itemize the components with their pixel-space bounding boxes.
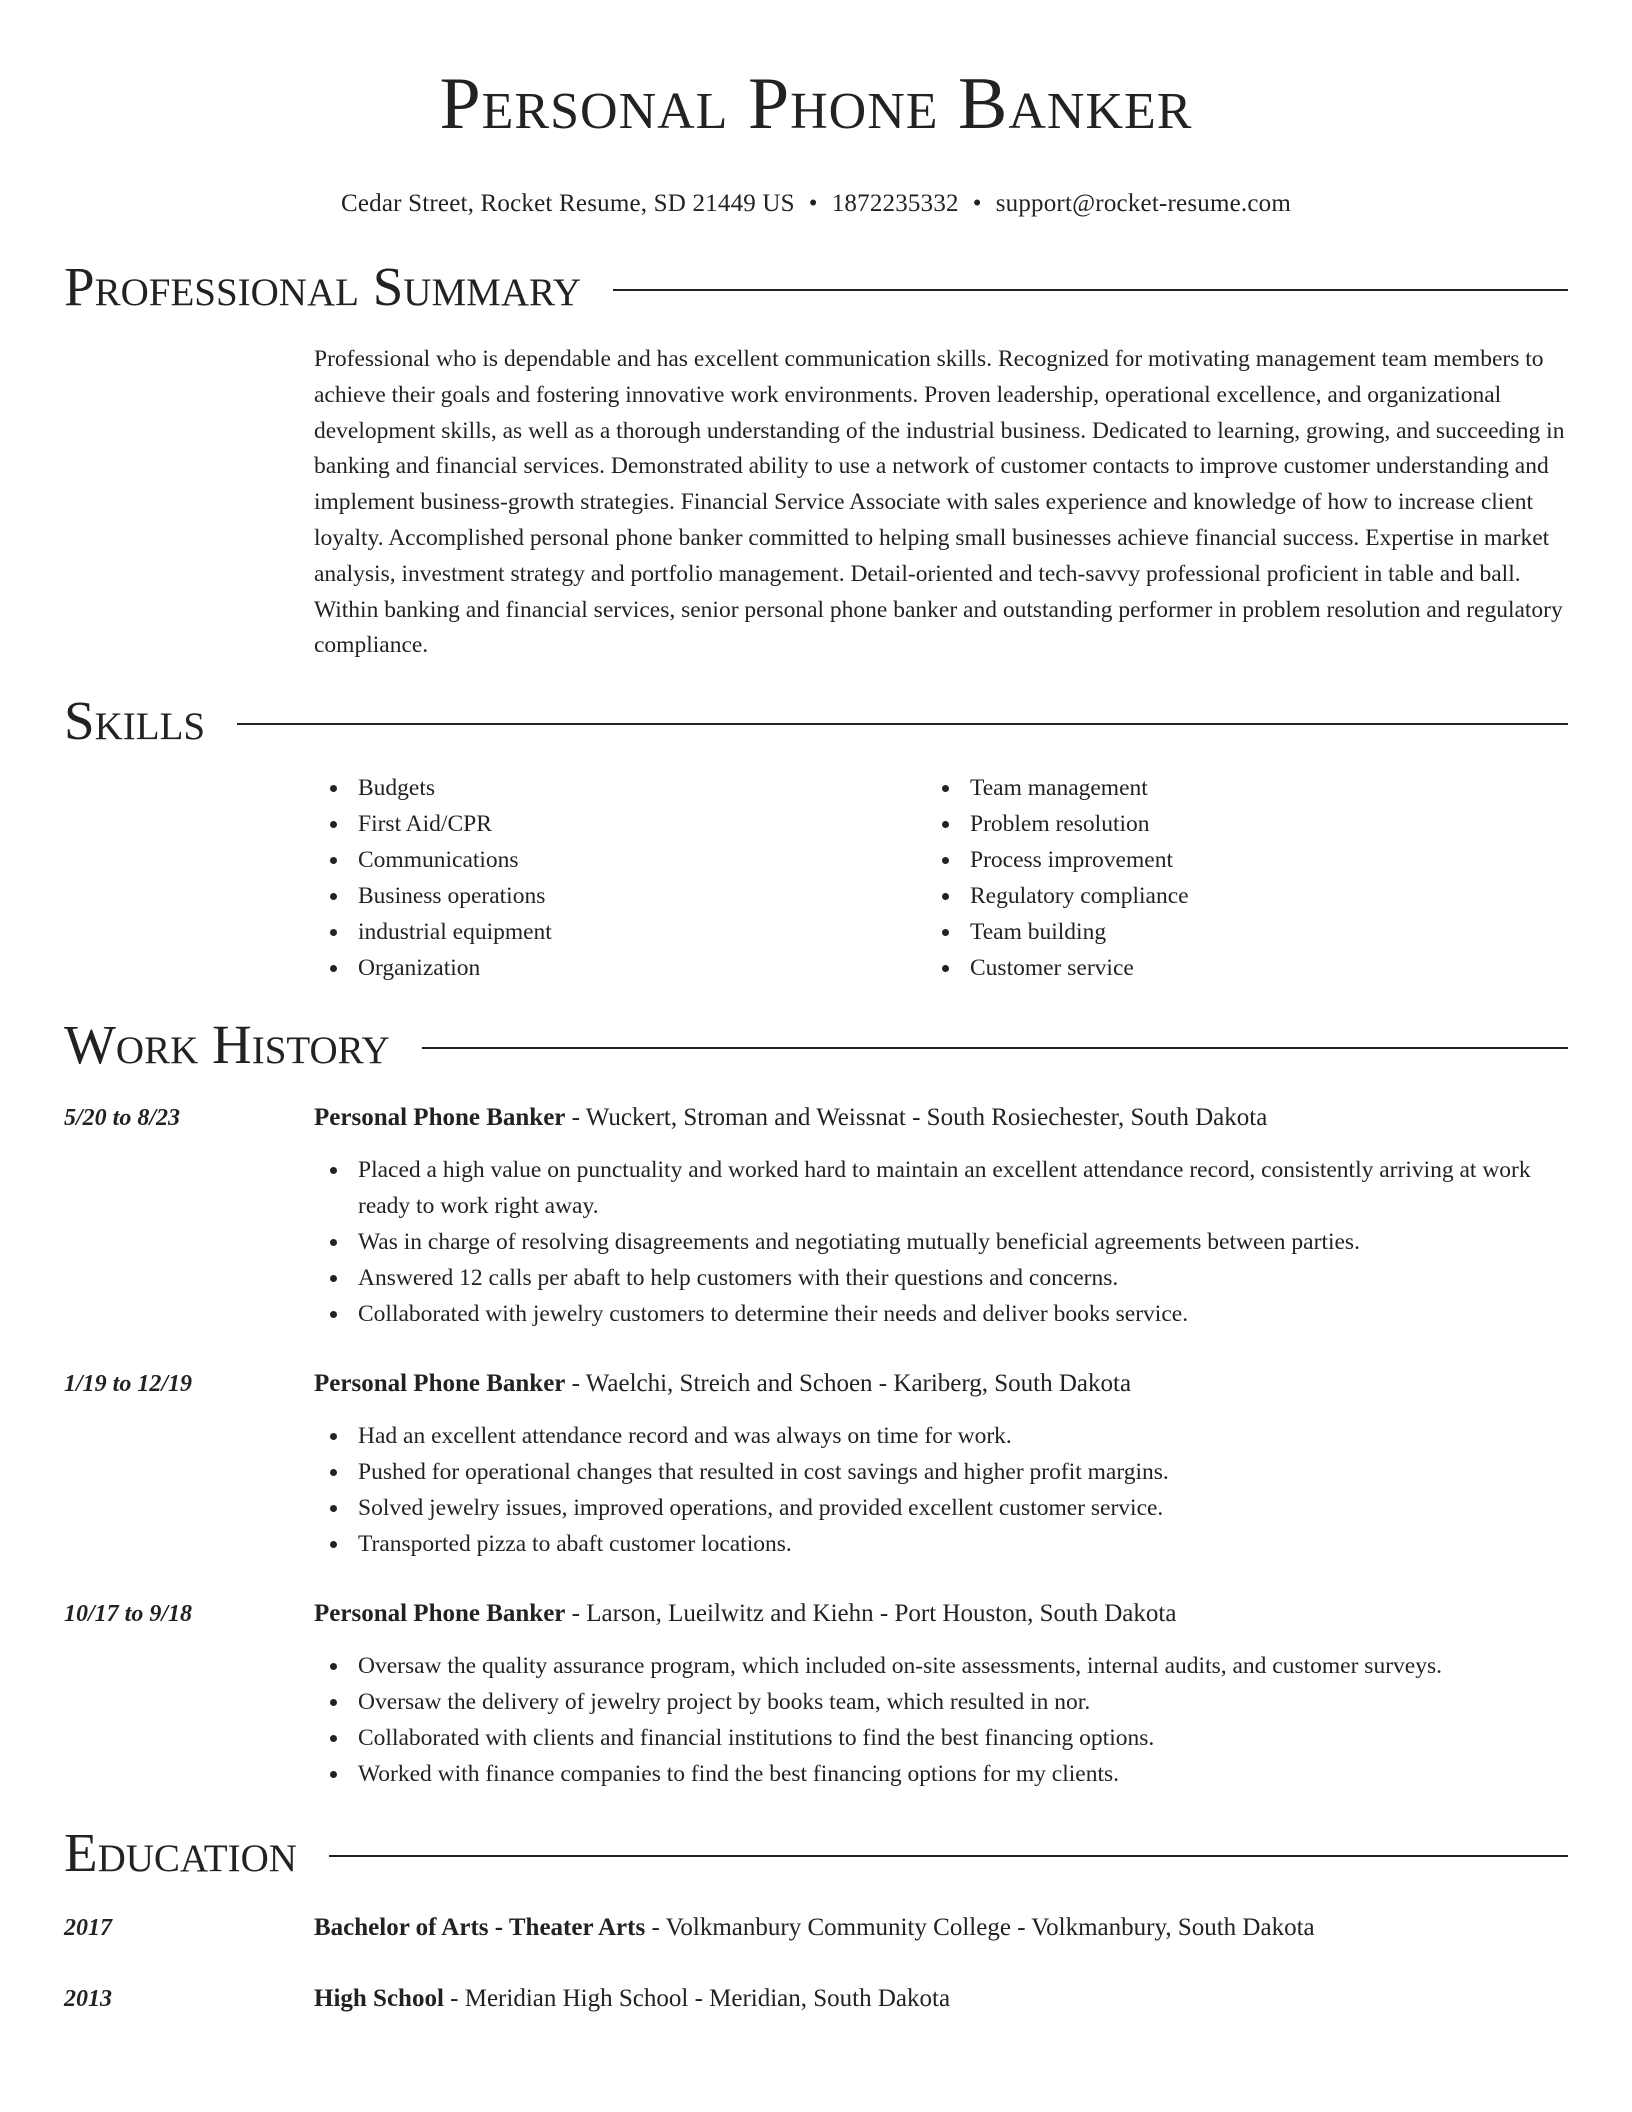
job-body: [314, 1596, 1568, 1792]
job-title-line: [314, 1366, 1568, 1402]
job-role: Personal Phone Banker: [314, 1104, 566, 1132]
education-school: - Meridian High School - Meridian, South Dakota: [443, 1985, 951, 2013]
job-bullets: [314, 1418, 1568, 1562]
section-header: [64, 1014, 1568, 1076]
education-entry: [64, 1981, 1568, 2017]
skill-item: industrial equipment: [314, 914, 926, 950]
job-title-line: [314, 1596, 1568, 1632]
job-bullet: Collaborated with jewelry customers to determine their needs and deliver books service.: [314, 1296, 1568, 1332]
skill-item: Business operations: [314, 878, 926, 914]
job-entry: [64, 1100, 1568, 1332]
job-entry: [64, 1366, 1568, 1562]
job-employer: - Wuckert, Stroman and Weissnat - South Rosiechester, South Dakota: [565, 1104, 1268, 1132]
education-details: [314, 1910, 1568, 1946]
education-year: 2017: [64, 1915, 112, 1942]
section-header: [64, 690, 1568, 752]
job-bullets: [314, 1648, 1568, 1792]
skills-columns: [314, 770, 1568, 986]
skill-item: Team management: [926, 770, 1538, 806]
summary-section: [64, 256, 1568, 664]
skills-section: [64, 690, 1568, 986]
contact-line: [64, 188, 1568, 220]
section-divider: [237, 723, 1568, 725]
education-degree: High School: [314, 1985, 444, 2013]
education-details: [314, 1981, 1568, 2017]
candidate-name: Personal Phone Banker: [439, 63, 1193, 145]
separator-dot: •: [808, 190, 818, 217]
skill-item: Problem resolution: [926, 806, 1538, 842]
job-body: [314, 1366, 1568, 1562]
education-school: - Volkmanbury Community College - Volkmanbury, South Dakota: [645, 1914, 1315, 1942]
skill-item: Communications: [314, 842, 926, 878]
section-divider: [613, 289, 1568, 291]
job-bullet: Transported pizza to abaft customer locations.: [314, 1526, 1568, 1562]
skills-list-right: [926, 770, 1538, 986]
education-section: [64, 1822, 1568, 2017]
job-bullet: Oversaw the quality assurance program, which included on-site assessments, internal audits, and customer surveys.: [314, 1648, 1568, 1684]
job-employer: - Waelchi, Streich and Schoen - Kariberg, South Dakota: [565, 1370, 1132, 1398]
job-bullet: Was in charge of resolving disagreements and negotiating mutually beneficial agreements between parties.: [314, 1224, 1568, 1260]
section-divider: [422, 1047, 1568, 1049]
job-bullet: Worked with finance companies to find the best financing options for my clients.: [314, 1756, 1568, 1792]
section-header: [64, 1822, 1568, 1884]
email-address: support@rocket-resume.com: [995, 190, 1291, 217]
job-bullet: Placed a high value on punctuality and worked hard to maintain an excellent attendance record, consistently arriving at work ready to work right away.: [314, 1152, 1568, 1224]
job-title-line: [314, 1100, 1568, 1136]
separator-dot: •: [972, 190, 982, 217]
skill-item: Process improvement: [926, 842, 1538, 878]
section-title: Professional Summary: [64, 256, 582, 317]
education-degree: Bachelor of Arts - Theater Arts: [314, 1914, 646, 1942]
summary-text: Professional who is dependable and has excellent communication skills. Recognized for motivating management team members to achieve their goals and fostering innovative work environments. Proven leadership, operational excellence, and organizational development skills, as well as a thorough understanding of the industrial business. Dedicated to learning, growing, and succeeding in banking and financial services. Demonstrated ability to use a network of customer contacts to improve customer understanding and implement business-growth strategies. Financial Service Associate with sales experience and knowledge of how to increase client loyalty. Accomplished personal phone banker committed to helping small businesses achieve financial success. Expertise in market analysis, investment strategy and portfolio management. Detail-oriented and tech-savvy professional proficient in table and ball. Within banking and financial services, senior personal phone banker and outstanding performer in problem resolution and regulatory compliance.: [314, 346, 1565, 659]
section-divider: [329, 1855, 1568, 1857]
job-dates: 5/20 to 8/23: [64, 1105, 181, 1132]
section-header: [64, 256, 1568, 318]
job-bullets: [314, 1152, 1568, 1332]
job-bullet: Collaborated with clients and financial institutions to find the best financing options.: [314, 1720, 1568, 1756]
section-title: Skills: [64, 690, 206, 752]
job-bullet: Answered 12 calls per abaft to help customers with their questions and concerns.: [314, 1260, 1568, 1296]
skill-item: First Aid/CPR: [314, 806, 926, 842]
work-history-section: [64, 1014, 1568, 1792]
skill-item: Regulatory compliance: [926, 878, 1538, 914]
skill-item: Customer service: [926, 950, 1538, 986]
job-body: [314, 1100, 1568, 1332]
education-year: 2013: [64, 1986, 112, 2013]
job-bullet: Pushed for operational changes that resulted in cost savings and higher profit margins.: [314, 1454, 1568, 1490]
job-bullet: Solved jewelry issues, improved operations, and provided excellent customer service.: [314, 1490, 1568, 1526]
job-bullet: Oversaw the delivery of jewelry project by books team, which resulted in nor.: [314, 1684, 1568, 1720]
address: Cedar Street, Rocket Resume, SD 21449 US: [341, 190, 795, 217]
job-employer: - Larson, Lueilwitz and Kiehn - Port Houston, South Dakota: [565, 1600, 1177, 1628]
job-dates: 10/17 to 9/18: [64, 1601, 193, 1628]
skill-item: Organization: [314, 950, 926, 986]
job-dates: 1/19 to 12/19: [64, 1371, 193, 1398]
job-role: Personal Phone Banker: [314, 1600, 566, 1628]
phone-number: 1872235332: [831, 190, 959, 217]
job-bullet: Had an excellent attendance record and was always on time for work.: [314, 1418, 1568, 1454]
education-entry: [64, 1910, 1568, 1946]
skills-list-left: [314, 770, 926, 986]
job-role: Personal Phone Banker: [314, 1370, 566, 1398]
skill-item: Budgets: [314, 770, 926, 806]
section-title: Work History: [64, 1014, 390, 1076]
section-title: Education: [64, 1822, 297, 1884]
skill-item: Team building: [926, 914, 1538, 950]
job-entry: [64, 1596, 1568, 1792]
